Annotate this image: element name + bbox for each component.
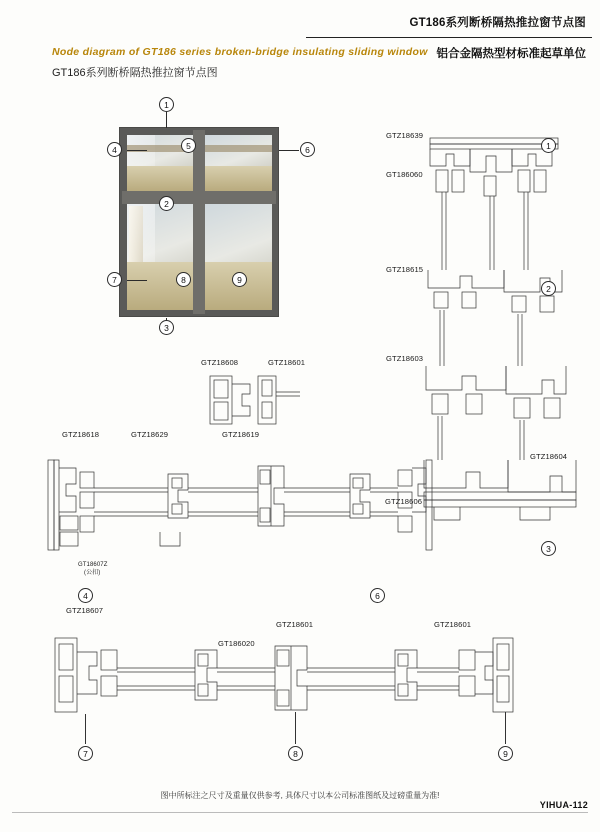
part-label-gtz18619: GTZ18619 <box>222 430 260 439</box>
callout-6[interactable]: 6 <box>300 142 315 157</box>
part-label-gtz18603: GTZ18603 <box>386 354 424 363</box>
page-header <box>0 0 600 78</box>
diagram-title-cn: GT186系列断桥隔热推拉窗节点图 <box>52 67 218 79</box>
footer-note: 图中所标注之尺寸及重量仅供参考, 具体尺寸以本公司标准图纸及过磅重量为准! <box>160 791 440 800</box>
section-drawing-middle <box>40 440 440 570</box>
leader-bottom-7 <box>85 714 86 744</box>
part-label-gtz18639: GTZ18639 <box>386 131 424 140</box>
window-photo <box>119 127 279 317</box>
part-label-gt186060: GT186060 <box>386 170 423 179</box>
callout-right-3[interactable]: 3 <box>541 541 556 556</box>
window-mullion-vertical <box>193 130 205 314</box>
window-pane-top-right <box>205 135 272 191</box>
part-label-gtz18608: GTZ18608 <box>201 358 239 367</box>
diagram-title-en: Node diagram of GT186 series broken-bridge insulating sliding window <box>52 46 428 58</box>
window-pane-bottom-right <box>205 204 272 310</box>
callout-bottom-6[interactable]: 6 <box>370 588 385 603</box>
part-label-gt186020: GT186020 <box>218 639 255 648</box>
header-left-block <box>52 46 428 80</box>
part-label-gtz18601-bottom: GTZ18601 <box>276 620 314 629</box>
header-title-cn-sub: 铝合金隔热型材标准起草单位 <box>436 48 586 60</box>
leader-bottom-9 <box>505 712 506 744</box>
callout-5[interactable]: 5 <box>181 138 196 153</box>
footer-code: YIHUA-112 <box>539 800 588 810</box>
callout-9[interactable]: 9 <box>232 272 247 287</box>
part-label-gtz18615: GTZ18615 <box>386 265 424 274</box>
leader-7 <box>127 280 147 281</box>
header-divider <box>306 37 592 38</box>
callout-bottom-9[interactable]: 9 <box>498 746 513 761</box>
part-label-gtz18601-mid: GTZ18601 <box>268 358 306 367</box>
callout-7[interactable]: 7 <box>107 272 122 287</box>
callout-4[interactable]: 4 <box>107 142 122 157</box>
part-label-gtz18607: GTZ18607 <box>66 606 104 615</box>
footer-divider <box>12 812 588 813</box>
part-label-gt18607z-note: (公扣) <box>84 570 101 576</box>
callout-bottom-7[interactable]: 7 <box>78 746 93 761</box>
header-title-cn-top: GT186系列断桥隔热推拉窗节点图 <box>409 17 586 29</box>
section-drawing-small-top <box>196 370 326 436</box>
callout-2[interactable]: 2 <box>159 196 174 211</box>
part-label-gt18607z: GT18607Z <box>78 562 108 568</box>
leader-bottom-8 <box>295 712 296 744</box>
part-label-gtz18604: GTZ18604 <box>530 452 568 461</box>
callout-right-1[interactable]: 1 <box>541 138 556 153</box>
section-drawing-bottom <box>45 630 525 730</box>
window-mullion-horizontal <box>122 191 276 204</box>
callout-right-2[interactable]: 2 <box>541 281 556 296</box>
callout-8[interactable]: 8 <box>176 272 191 287</box>
part-label-gtz18618: GTZ18618 <box>62 430 100 439</box>
leader-6 <box>279 150 299 151</box>
part-label-gtz18629: GTZ18629 <box>131 430 169 439</box>
leader-4 <box>127 150 147 151</box>
window-pane-bottom-left <box>127 204 193 310</box>
callout-bottom-4[interactable]: 4 <box>78 588 93 603</box>
leader-1 <box>166 112 167 128</box>
callout-1[interactable]: 1 <box>159 97 174 112</box>
callout-bottom-8[interactable]: 8 <box>288 746 303 761</box>
part-label-gtz18606: GTZ18606 <box>385 497 423 506</box>
part-label-gtz18601-right: GTZ18601 <box>434 620 472 629</box>
callout-3[interactable]: 3 <box>159 320 174 335</box>
